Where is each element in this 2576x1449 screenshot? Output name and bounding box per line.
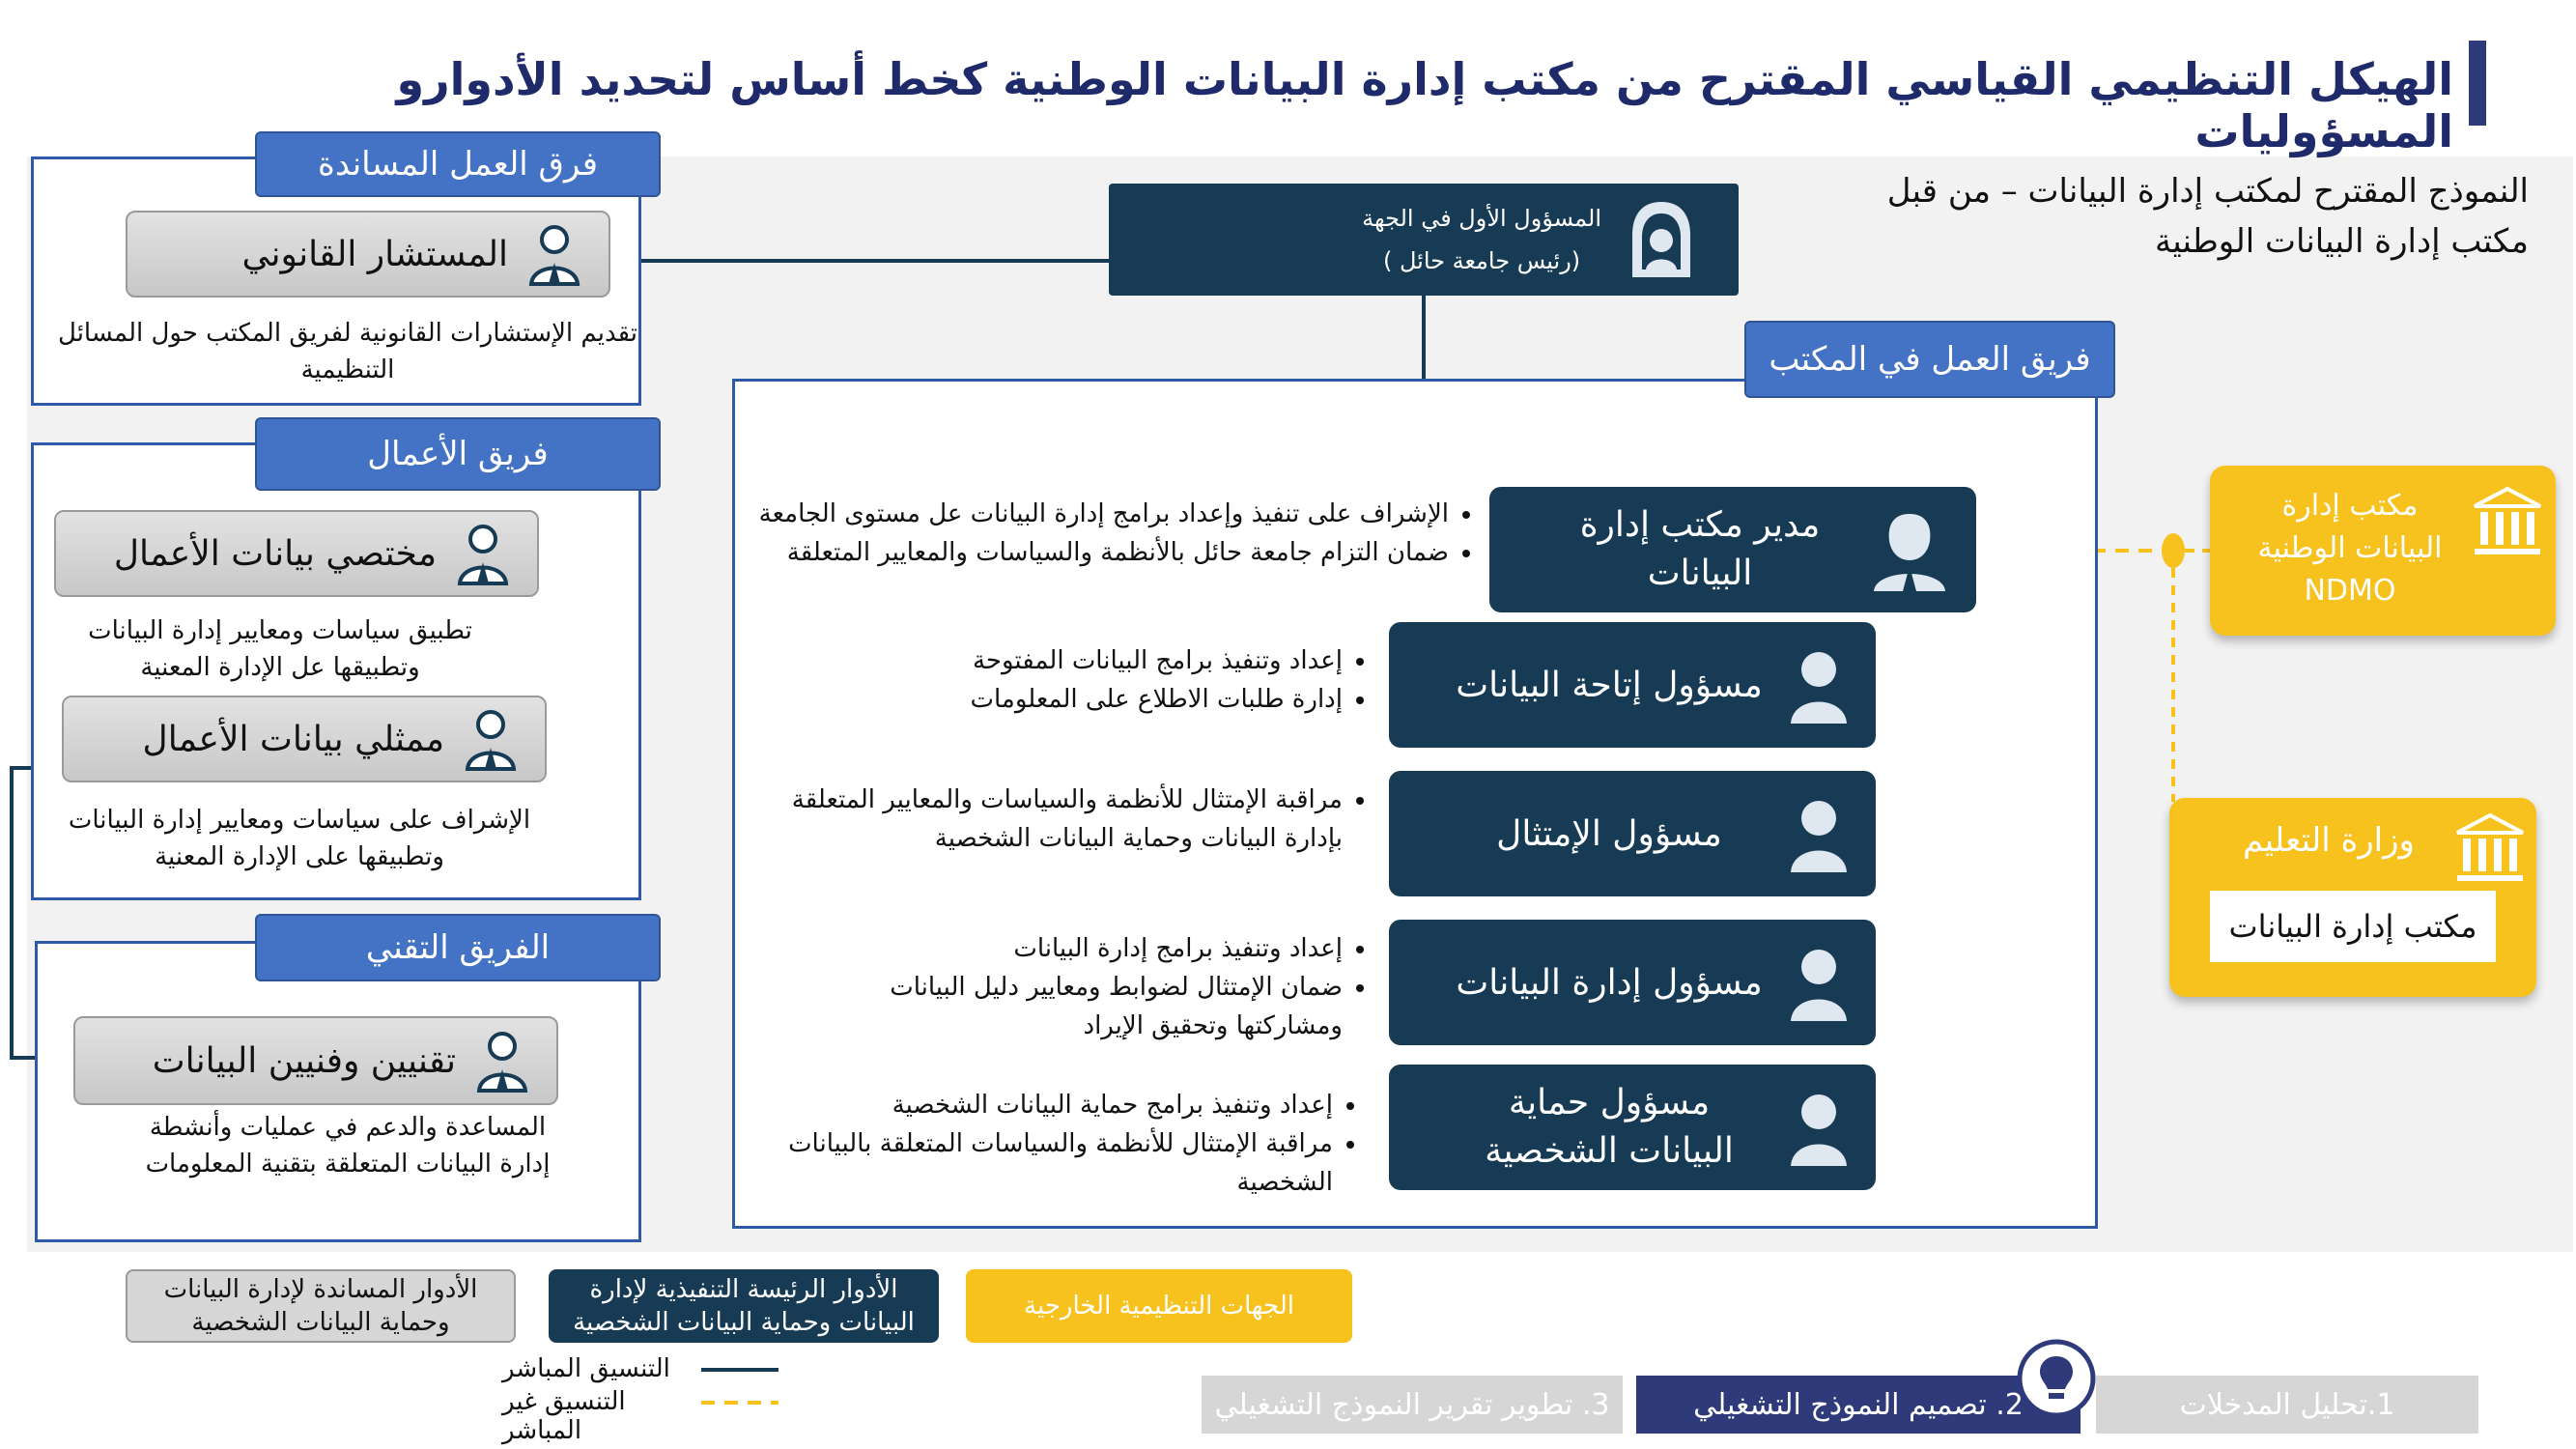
business-team-tab: فريق الأعمال — [255, 417, 661, 491]
role-bullet: • إعداد وتنفيذ برامج إدارة البيانات — [840, 929, 1343, 968]
director-bullet: • ضمان التزام جامعة حائل بالأنظمة والسياسات والمعايير المتعلقة — [734, 533, 1449, 572]
step-1-input-analysis[interactable]: 1.تحليل المدخلات — [2096, 1376, 2478, 1434]
personal-data-protection-officer-box — [1389, 1065, 1876, 1190]
person-icon — [525, 220, 583, 288]
legal-advisor-box — [126, 211, 610, 298]
data-management-officer-box — [1389, 920, 1876, 1045]
director-label: مدير مكتب إدارة البيانات — [1579, 505, 1821, 593]
legend-indirect-label: التنسيق غير المباشر — [502, 1387, 626, 1445]
top-official-subtitle: (رئيس جامعة حائل ) — [1382, 247, 1581, 274]
ministry-data-office: مكتب إدارة البيانات — [2210, 891, 2496, 962]
tech-team-tab: الفريق التقني — [255, 914, 661, 981]
business-specialists-label: مختصي بيانات الأعمال — [113, 533, 437, 574]
government-building-icon — [2453, 811, 2527, 885]
legal-advisor-description: تقديم الإستشارات القانونية لفريق المكتب حول المسائل التنظيمية — [58, 319, 637, 384]
data-technicians-label: تقنيين وفنيين البيانات — [152, 1040, 456, 1081]
data-management-bullets — [840, 929, 1372, 1045]
role-bullet: • إعداد وتنفيذ برامج البيانات المفتوحة — [927, 641, 1343, 680]
role-label: مسؤول إتاحة البيانات — [1456, 665, 1763, 705]
person-icon — [462, 705, 520, 773]
legend-support-roles: الأدوار المساندة لإدارة البيانات وحماية البيانات الشخصية — [126, 1269, 516, 1343]
business-representatives-description: الإشراف على سياسات ومعايير إدارة البيانات وتطبيقها على الإدارة المعنية — [68, 806, 531, 871]
support-team-tab: فرق العمل المساندة — [255, 131, 661, 197]
top-official-title: المسؤول الأول في الجهة — [1362, 205, 1601, 232]
page-title: الهيكل التنظيمي القياسي المقترح من مكتب إدارة البيانات الوطنية كخط أساس لتحديد الأدوارو المسؤوليات — [396, 53, 2453, 157]
business-specialists-description: تطبيق سياسات ومعايير إدارة البيانات وتطبيقها عل الإدارة المعنية — [88, 616, 472, 682]
role-bullet: • إعداد وتنفيذ برامج حماية البيانات الشخصية — [763, 1086, 1333, 1124]
role-bullet: • إدارة طلبات الاطلاع على المعلومات — [927, 680, 1343, 719]
director-box — [1489, 487, 1976, 612]
role-bullet: • مراقبة الإمتثال للأنظمة والسياسات والمعايير المتعلقة بإدارة البيانات وحماية البيانات الشخصية — [773, 781, 1343, 858]
ministry-box — [2169, 798, 2536, 997]
compliance-officer-box — [1389, 771, 1876, 896]
office-team-tab: فريق العمل في المكتب — [1744, 321, 2115, 398]
role-label: مسؤول الإمتثال — [1496, 813, 1722, 854]
director-bullet: • الإشراف على تنفيذ وإعداد برامج إدارة البيانات عل مستوى الجامعة — [734, 495, 1449, 533]
legend-main-roles: الأدوار الرئيسة التنفيذية لإدارة البيانات وحماية البيانات الشخصية — [549, 1269, 939, 1343]
step-3-operating-model-report[interactable]: 3. تطوير تقرير النموذج التشغيلي — [1202, 1376, 1623, 1434]
official-icon — [1623, 196, 1700, 283]
role-label: مسؤول إدارة البيانات — [1456, 962, 1763, 1003]
ndmo-line2: البيانات الوطنية — [2257, 531, 2443, 565]
person-icon — [454, 520, 512, 587]
role-bullet: • مراقبة الإمتثال للأنظمة والسياسات المتعلقة بالبيانات الشخصية — [763, 1124, 1333, 1202]
personal-data-bullets — [763, 1086, 1362, 1202]
person-icon — [473, 1027, 531, 1094]
director-bullets — [734, 495, 1478, 572]
top-official-box — [1109, 184, 1739, 296]
ndmo-abbr: NDMO — [2304, 574, 2396, 608]
model-note — [1642, 166, 2529, 267]
title-accent-bar — [2469, 41, 2486, 126]
data-technicians-box — [73, 1016, 558, 1105]
legend-direct-label: التنسيق المباشر — [502, 1354, 670, 1383]
person-icon — [1785, 942, 1853, 1023]
manager-icon — [1866, 506, 1953, 593]
person-icon — [1785, 793, 1853, 874]
step-2-operating-model-design[interactable]: 2. تصميم النموذج التشغيلي — [1636, 1376, 2081, 1434]
role-bullet: • ضمان الإمتثال لضوابط ومعايير دليل البيانات ومشاركتها وتحقيق الإيراد — [840, 968, 1343, 1045]
compliance-bullets — [773, 781, 1372, 858]
ministry-title: وزارة التعليم — [2243, 821, 2415, 860]
legal-advisor-label: المستشار القانوني — [241, 234, 508, 274]
data-technicians-description: المساعدة والدعم في عمليات وأنشطة إدارة البيانات المتعلقة بتقنية المعلومات — [145, 1113, 551, 1179]
legend-external: الجهات التنظيمية الخارجية — [966, 1269, 1352, 1343]
data-access-bullets — [927, 641, 1372, 719]
business-representatives-box — [62, 696, 547, 782]
data-access-officer-box — [1389, 622, 1876, 748]
model-note-line1: النموذج المقترح لمكتب إدارة البيانات – من قبل — [1886, 172, 2529, 211]
model-note-line2: مكتب إدارة البيانات الوطنية — [2154, 222, 2529, 261]
ndmo-line1: مكتب إدارة — [2281, 489, 2419, 523]
business-representatives-label: ممثلي بيانات الأعمال — [142, 719, 444, 759]
person-icon — [1785, 1087, 1853, 1168]
business-specialists-box — [54, 510, 539, 597]
ndmo-box — [2210, 466, 2556, 636]
role-label: مسؤول حماية البيانات الشخصية — [1485, 1083, 1734, 1171]
government-building-icon — [2471, 485, 2544, 558]
person-icon — [1785, 644, 1853, 725]
lightbulb-icon — [2015, 1337, 2098, 1420]
